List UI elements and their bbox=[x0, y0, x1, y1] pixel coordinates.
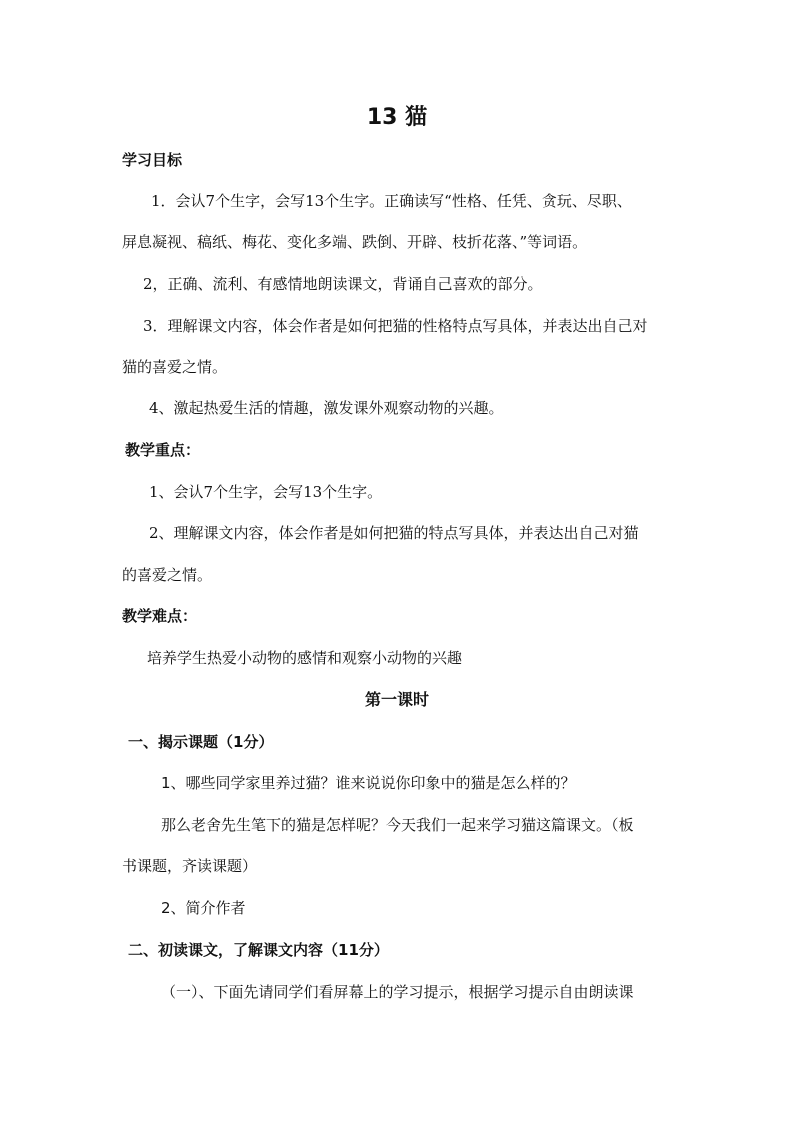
objective-line: 屏息凝视、稿纸、梅花、变化多端、跌倒、开辟、枝折花落、”等词语。 bbox=[122, 233, 588, 251]
section1-line: 2、简介作者 bbox=[161, 899, 246, 917]
document-title: 13 猫 bbox=[366, 105, 428, 130]
key-point-line: 的喜爱之情。 bbox=[122, 566, 213, 584]
lesson-heading: 第一课时 bbox=[364, 690, 429, 709]
section1-line: 书课题，齐读课题） bbox=[122, 857, 258, 875]
section1-line: 那么老舍先生笔下的猫是怎样呢？今天我们一起来学习猫这篇课文。（板 bbox=[161, 816, 634, 834]
objectives-heading: 学习目标 bbox=[122, 151, 183, 169]
objective-line: 1．会认7个生字，会写13个生字。正确读写“性格、任凭、贪玩、尽职、 bbox=[151, 192, 632, 210]
objective-line: 猫的喜爱之情。 bbox=[122, 358, 228, 376]
difficulty-heading: 教学难点： bbox=[122, 607, 198, 625]
key-points-heading: 教学重点： bbox=[125, 441, 201, 459]
key-point-line: 2、理解课文内容，体会作者是如何把猫的特点写具体，并表达出自己对猫 bbox=[149, 524, 639, 542]
objective-line: 4、激起热爱生活的情趣，激发课外观察动物的兴趣。 bbox=[149, 399, 504, 417]
objective-line: 3．理解课文内容，体会作者是如何把猫的性格特点写具体，并表达出自己对 bbox=[143, 317, 648, 335]
section1-line: 1、哪些同学家里养过猫？谁来说说你印象中的猫是怎么样的？ bbox=[161, 774, 576, 792]
key-point-line: 1、会认7个生字，会写13个生字。 bbox=[149, 483, 383, 501]
section2-line: （一）、下面先请同学们看屏幕上的学习提示，根据学习提示自由朗读课 bbox=[161, 983, 634, 1001]
section2-heading: 二、初读课文，了解课文内容（11分） bbox=[128, 941, 389, 959]
objective-line: 2，正确、流利、有感情地朗读课文，背诵自己喜欢的部分。 bbox=[143, 275, 543, 293]
section1-heading: 一、揭示课题（1分） bbox=[128, 733, 274, 751]
difficulty-text: 培养学生热爱小动物的感情和观察小动物的兴趣 bbox=[147, 649, 463, 667]
